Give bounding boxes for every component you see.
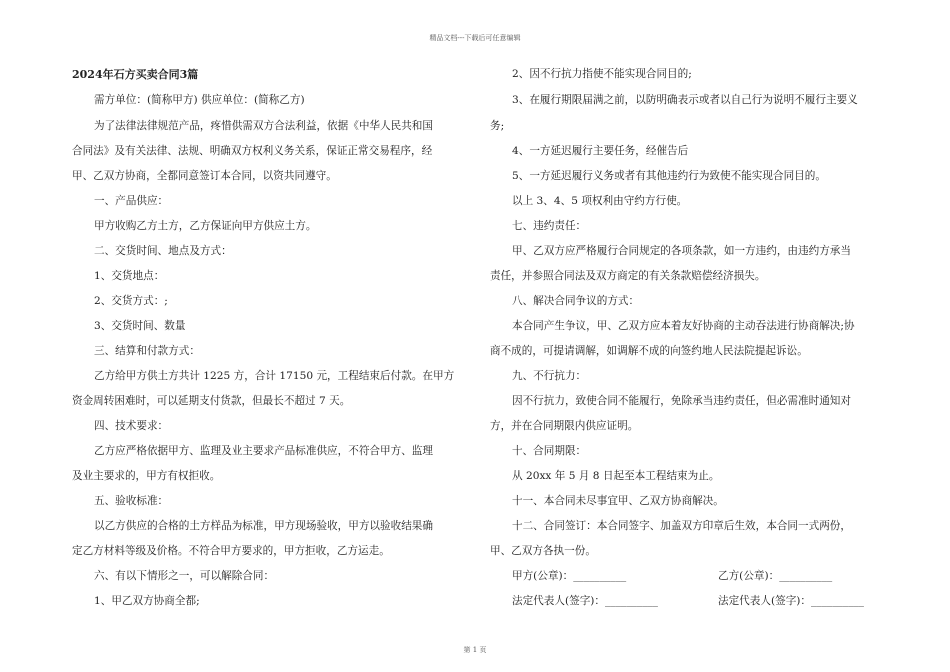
party-b-representative-field: 法定代表人(签字)：__________ xyxy=(718,595,864,607)
section-heading: 二、交货时间、地点及方式： xyxy=(94,245,232,257)
section-heading: 三、结算和付款方式： xyxy=(94,345,200,357)
paragraph-line: 1、交货地点： xyxy=(94,270,165,282)
paragraph-line: 乙方给甲方供土方共计 1225 方，合计 17150 元，工程结束后付款。在甲方 xyxy=(94,370,455,382)
section-heading: 七、违约责任： xyxy=(512,220,587,232)
parties-line: 需方单位：(简称甲方) 供应单位：(简称乙方) xyxy=(94,94,305,106)
paragraph-line: 资金周转困难时，可以延期支付货款，但最长不超过 7 天。 xyxy=(72,395,351,407)
paragraph-line: 为了法律法律规范产品，疼惜供需双方合法利益，依据《中华人民共和国 xyxy=(94,120,433,132)
section-heading: 六、有以下情形之一，可以解除合同： xyxy=(94,570,275,582)
paragraph-line: 乙方应严格依据甲方、监理及业主要求产品标准供应，不符合甲方、监理 xyxy=(94,445,433,457)
section-heading: 一、产品供应： xyxy=(94,195,169,207)
paragraph-line: 1、甲乙双方协商全都; xyxy=(94,595,200,607)
paragraph-line: 十二、合同签订：本合同签字、加盖双方印章后生效，本合同一式两份， xyxy=(512,520,851,532)
section-heading: 五、验收标准： xyxy=(94,495,169,507)
paragraph-line: 甲方收购乙方土方，乙方保证向甲方供应土方。 xyxy=(94,220,317,232)
party-a-seal-field: 甲方(公章)：__________ xyxy=(512,570,627,582)
paragraph-line: 方，并在合同期限内供应证明。 xyxy=(490,420,639,432)
paragraph-line: 5、一方延迟履行义务或者有其他违约行为致使不能实现合同目的。 xyxy=(512,170,826,182)
paragraph-line: 务; xyxy=(490,120,505,132)
page-header: 精品文档---下载后可任意编辑 xyxy=(429,34,521,42)
paragraph-line: 及业主要求的，甲方有权拒收。 xyxy=(72,470,221,482)
document-title: 2024年石方买卖合同3篇 xyxy=(72,68,199,81)
section-heading: 九、不行抗力： xyxy=(512,370,587,382)
section-heading: 十、合同期限： xyxy=(512,445,587,457)
paragraph-line: 甲、乙双方各执一份。 xyxy=(490,545,596,557)
section-heading: 四、技术要求： xyxy=(94,420,169,432)
paragraph-line: 责任，并参照合同法及双方商定的有关条款赔偿经济损失。 xyxy=(490,270,766,282)
page-footer: 第 1 页 xyxy=(463,646,487,654)
paragraph-line: 商不成的，可提请调解，如调解不成的向签约地人民法院提起诉讼。 xyxy=(490,345,808,357)
paragraph-line: 2、交货方式：; xyxy=(94,295,168,307)
section-heading: 八、解决合同争议的方式： xyxy=(512,295,640,307)
paragraph-line: 以上 3、4、5 项权利由守约方行使。 xyxy=(512,195,688,207)
paragraph-line: 定乙方材料等级及价格。不符合甲方要求的，甲方拒收，乙方运走。 xyxy=(72,545,390,557)
paragraph-line: 以乙方供应的合格的土方样品为标准，甲方现场验收，甲方以验收结果确 xyxy=(94,520,433,532)
party-b-seal-field: 乙方(公章)：__________ xyxy=(718,570,833,582)
paragraph-line: 从 20xx 年 5 月 8 日起至本工程结束为止。 xyxy=(512,470,720,482)
paragraph-line: 甲、乙双方协商，全都同意签订本合同，以资共同遵守。 xyxy=(72,170,337,182)
paragraph-line: 因不行抗力，致使合同不能履行，免除承当违约责任，但必需准时通知对 xyxy=(512,395,851,407)
party-a-representative-field: 法定代表人(签字)：__________ xyxy=(512,595,658,607)
paragraph-line: 合同法》及有关法律、法规、明确双方权利义务关系，保证正常交易程序，经 xyxy=(72,145,433,157)
paragraph-line: 本合同产生争议，甲、乙双方应本着友好协商的主动吞法进行协商解决;协 xyxy=(512,320,855,332)
paragraph-line: 2、因不行抗力指使不能实现合同目的; xyxy=(512,68,692,80)
paragraph-line: 甲、乙双方应严格履行合同规定的各项条款，如一方违约，由违约方承当 xyxy=(512,245,851,257)
paragraph-line: 4、一方延迟履行主要任务，经催告后 xyxy=(512,145,689,157)
paragraph-line: 十一、本合同未尽事宜甲、乙双方协商解决。 xyxy=(512,495,724,507)
paragraph-line: 3、在履行期限届满之前，以防明确表示或者以自己行为说明不履行主要义 xyxy=(512,94,858,106)
paragraph-line: 3、交货时间、数量 xyxy=(94,320,186,332)
